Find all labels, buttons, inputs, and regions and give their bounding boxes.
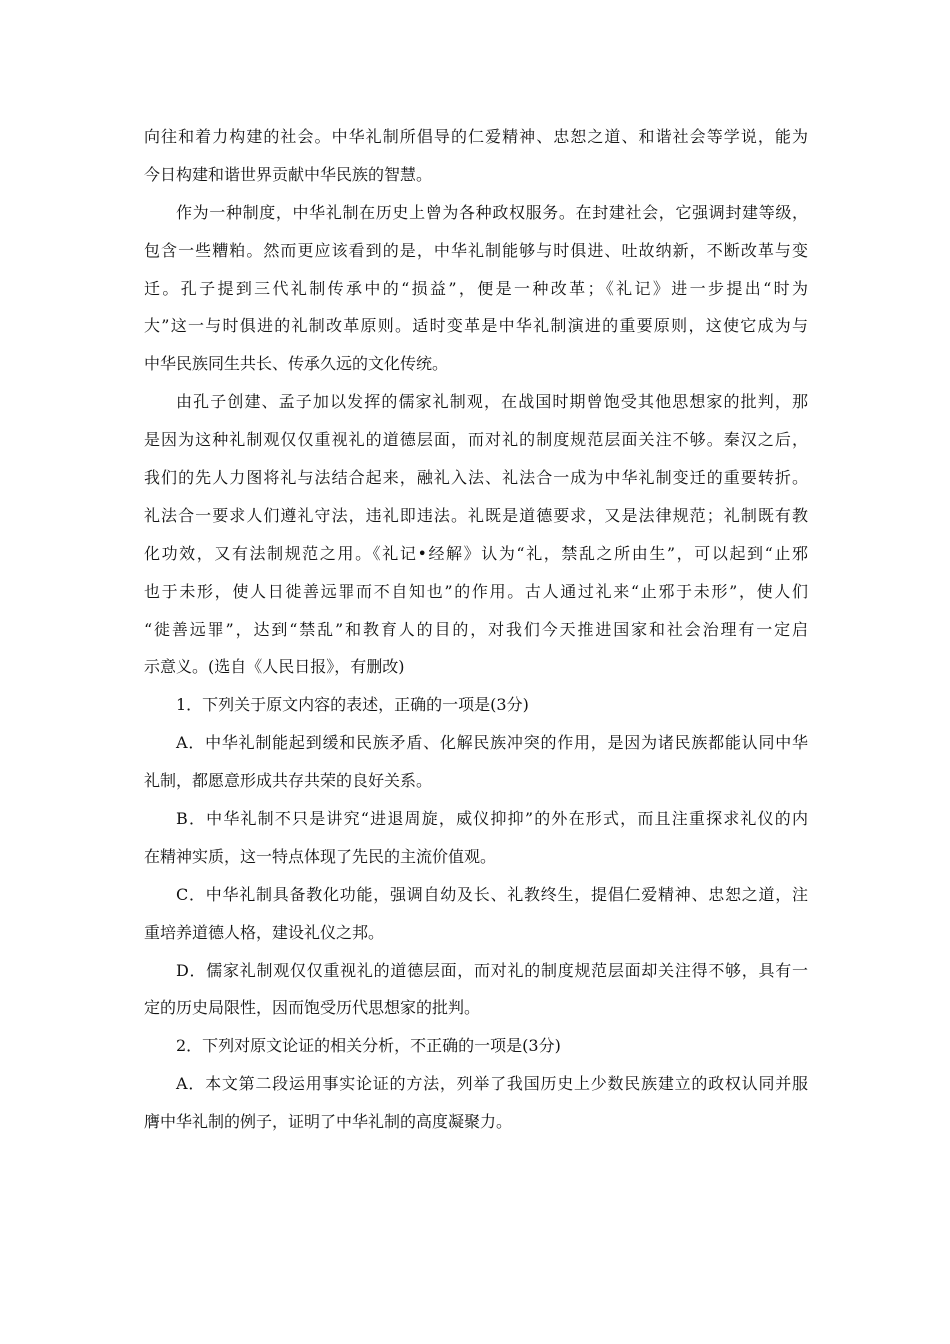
passage-line: “徙善远罪”，达到“禁乱”和教育人的目的，对我们今天推进国家和社会治理有一定启 (144, 619, 808, 639)
passage-line: 由孔子创建、孟子加以发挥的儒家礼制观，在战国时期曾饱受其他思想家的批判，那 (176, 392, 808, 412)
passage-line: 是因为这种礼制观仅仅重视礼的道德层面，而对礼的制度规范层面关注不够。秦汉之后， (144, 430, 808, 450)
question-1-option-a-cont: 礼制，都愿意形成共存共荣的良好关系。 (144, 771, 433, 791)
passage-source-line: 示意义。(选自《人民日报》，有删改) (144, 657, 405, 677)
passage-line: 今日构建和谐世界贡献中华民族的智慧。 (144, 164, 433, 184)
passage-line: 向往和着力构建的社会。中华礼制所倡导的仁爱精神、忠恕之道、和谐社会等学说，能为 (144, 127, 808, 146)
question-1-option-c: C．中华礼制具备教化功能，强调自幼及长、礼教终生，提倡仁爱精神、忠恕之道，注 (176, 884, 808, 904)
question-1-option-c-cont: 重培养道德人格，建设礼仪之邦。 (144, 922, 385, 942)
passage-line: 大”这一与时俱进的礼制改革原则。适时变革是中华礼制演进的重要原则，这使它成为与 (144, 316, 808, 336)
passage-line: 作为一种制度，中华礼制在历史上曾为各种政权服务。在封建社会，它强调封建等级， (176, 202, 808, 222)
question-1-option-b: B．中华礼制不只是讲究“进退周旋，威仪抑抑”的外在形式，而且注重探求礼仪的内 (176, 809, 808, 829)
passage-line: 包含一些糟粕。然而更应该看到的是，中华礼制能够与时俱进、吐故纳新，不断改革与变 (144, 240, 808, 260)
question-2-option-a-cont: 膺中华礼制的例子，证明了中华礼制的高度凝聚力。 (144, 1112, 513, 1132)
passage-line: 礼法合一要求人们遵礼守法，违礼即违法。礼既是道德要求，又是法律规范；礼制既有教 (144, 505, 808, 525)
question-1-option-d: D．儒家礼制观仅仅重视礼的道德层面，而对礼的制度规范层面却关注得不够，具有一 (176, 960, 808, 980)
question-1-option-b-cont: 在精神实质，这一特点体现了先民的主流价值观。 (144, 846, 497, 866)
passage-line: 我们的先人力图将礼与法结合起来，融礼入法、礼法合一成为中华礼制变迁的重要转折。 (144, 468, 808, 488)
passage-line: 也于未形，使人日徙善远罪而不自知也”的作用。古人通过礼来“止邪于未形”，使人们 (144, 581, 808, 601)
passage-line: 化功效，又有法制规范之用。《礼记•经解》认为“礼，禁乱之所由生”，可以起到“止邪 (144, 543, 808, 563)
question-1-stem: 1．下列关于原文内容的表述，正确的一项是(3分) (176, 695, 529, 715)
question-1-option-a: A．中华礼制能起到缓和民族矛盾、化解民族冲突的作用，是因为诸民族都能认同中华 (176, 733, 808, 753)
question-2-option-a: A．本文第二段运用事实论证的方法，列举了我国历史上少数民族建立的政权认同并服 (176, 1074, 808, 1094)
text-block (144, 118, 808, 1141)
passage-line: 中华民族同生共长、传承久远的文化传统。 (144, 354, 449, 374)
question-2-stem: 2．下列对原文论证的相关分析，不正确的一项是(3分) (176, 1036, 561, 1056)
question-1-option-d-cont: 定的历史局限性，因而饱受历代思想家的批判。 (144, 998, 481, 1018)
passage-line: 迁。孔子提到三代礼制传承中的“损益”，便是一种改革；《礼记》进一步提出“时为 (144, 278, 808, 298)
